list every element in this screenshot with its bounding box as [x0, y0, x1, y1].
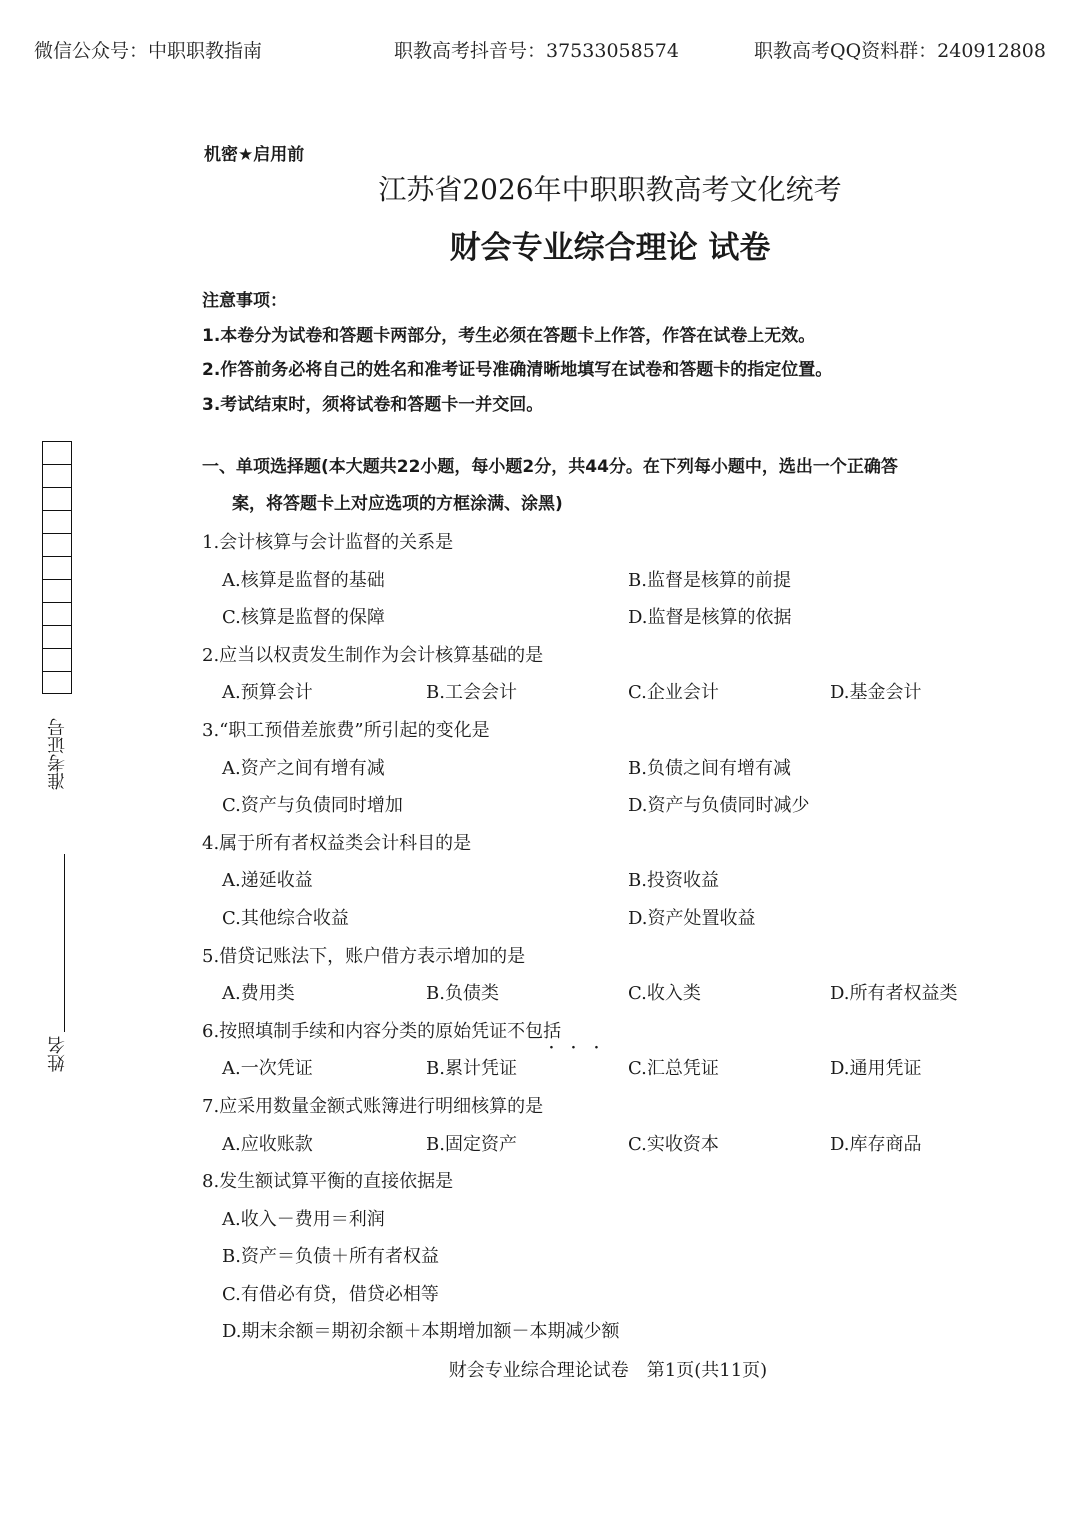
section-heading [202, 449, 1032, 523]
option-row [202, 900, 1032, 938]
option-row [202, 1126, 1032, 1164]
emphasis-dot: · [549, 1040, 554, 1056]
wechat-info: 微信公众号：中职职教指南 [34, 40, 263, 62]
emphasis-dot: · [571, 1040, 576, 1056]
option-row [202, 599, 1032, 637]
option-row [202, 1313, 1032, 1351]
option: D.资产处置收益 [628, 907, 756, 929]
header-bar [0, 36, 1080, 70]
option: A.核算是监督的基础 [222, 569, 385, 591]
option-row [202, 787, 1032, 825]
page-footer: 财会专业综合理论试卷 第1页(共11页) [448, 1360, 768, 1381]
douyin-info: 职教高考抖音号：37533058574 [394, 40, 679, 62]
exam-id-boxes[interactable] [42, 441, 72, 694]
name-line[interactable] [64, 854, 65, 1032]
option-row [202, 674, 1032, 712]
notice-item: 1.本卷分为试卷和答题卡两部分，考生必须在答题卡上作答，作答在试卷上无效。 [202, 325, 816, 346]
option: A.资产之间有增有减 [222, 757, 385, 779]
option-row [202, 862, 1032, 900]
option: D.期末余额＝期初余额＋本期增加额－本期减少额 [222, 1321, 620, 1343]
section-line-1: 一、单项选择题(本大题共22小题，每小题2分，共44分。在下列每小题中，选出一个正确答 [202, 457, 898, 477]
option: C.资产与负债同时增加 [222, 795, 403, 817]
option: B.资产＝负债＋所有者权益 [222, 1246, 439, 1268]
option-row [202, 1276, 1032, 1314]
option: B.负债之间有增有减 [628, 757, 791, 779]
option: C.收入类 [628, 983, 701, 1005]
option: D.所有者权益类 [830, 983, 958, 1005]
question-stem: 1.会计核算与会计监督的关系是 [202, 532, 454, 553]
option: B.投资收益 [628, 870, 719, 892]
option: B.监督是核算的前提 [628, 569, 791, 591]
option: B.固定资产 [426, 1133, 517, 1155]
option: A.预算会计 [222, 682, 313, 704]
name-label: 姓名 [47, 1036, 68, 1072]
question-list [202, 524, 1032, 1351]
option-row [202, 1201, 1032, 1239]
option: A.费用类 [222, 983, 295, 1005]
question-stem: 6.按照填制手续和内容分类的原始凭证不包括 [202, 1020, 562, 1042]
option: B.累计凭证 [426, 1058, 517, 1080]
option: C.其他综合收益 [222, 907, 349, 929]
option: C.企业会计 [628, 682, 719, 704]
option: C.实收资本 [628, 1133, 719, 1155]
question-stem: 7.应采用数量金额式账簿进行明细核算的是 [202, 1095, 544, 1117]
option: C.汇总凭证 [628, 1058, 719, 1080]
exam-subtitle: 财会专业综合理论 试卷 [449, 230, 771, 266]
option: A.递延收益 [222, 870, 313, 892]
notice-heading: 注意事项： [202, 291, 287, 311]
question-stem: 4.属于所有者权益类会计科目的是 [202, 832, 472, 854]
notice-item: 2.作答前务必将自己的姓名和准考证号准确清晰地填写在试卷和答题卡的指定位置。 [202, 360, 833, 380]
option: D.资产与负债同时减少 [628, 795, 810, 817]
option-row [202, 750, 1032, 788]
option-row [202, 562, 1032, 600]
option: D.库存商品 [830, 1133, 922, 1155]
option: B.工会会计 [426, 682, 517, 704]
question-stem: 2.应当以权责发生制作为会计核算基础的是 [202, 644, 544, 666]
option: D.监督是核算的依据 [628, 607, 792, 629]
option: A.一次凭证 [222, 1058, 313, 1080]
question-stem: 8.发生额试算平衡的直接依据是 [202, 1171, 454, 1193]
option: B.负债类 [426, 983, 499, 1005]
emphasis-dot: · [594, 1040, 599, 1056]
option-row [202, 1050, 1032, 1088]
option: A.应收账款 [222, 1133, 313, 1155]
option: D.通用凭证 [830, 1058, 922, 1080]
question-stem: 5.借贷记账法下，账户借方表示增加的是 [202, 945, 526, 967]
exam-title: 江苏省2026年中职职教高考文化统考 [378, 173, 842, 206]
secret-mark: 机密★启用前 [204, 145, 305, 165]
exam-id-label: 准考证号 [47, 718, 68, 790]
section-line-2: 案，将答题卡上对应选项的方框涂满、涂黑) [232, 494, 563, 514]
option: A.收入－费用＝利润 [222, 1208, 385, 1230]
question-stem: 3.“职工预借差旅费”所引起的变化是 [202, 719, 490, 741]
notice-item: 3.考试结束时，须将试卷和答题卡一并交回。 [202, 394, 544, 415]
option: C.有借必有贷，借贷必相等 [222, 1283, 439, 1305]
option: D.基金会计 [830, 682, 922, 704]
option-row [202, 975, 1032, 1013]
option: C.核算是监督的保障 [222, 607, 385, 629]
option-row [202, 1238, 1032, 1276]
notice-block [202, 284, 1022, 422]
qq-info: 职教高考QQ资料群：240912808 [754, 40, 1046, 62]
